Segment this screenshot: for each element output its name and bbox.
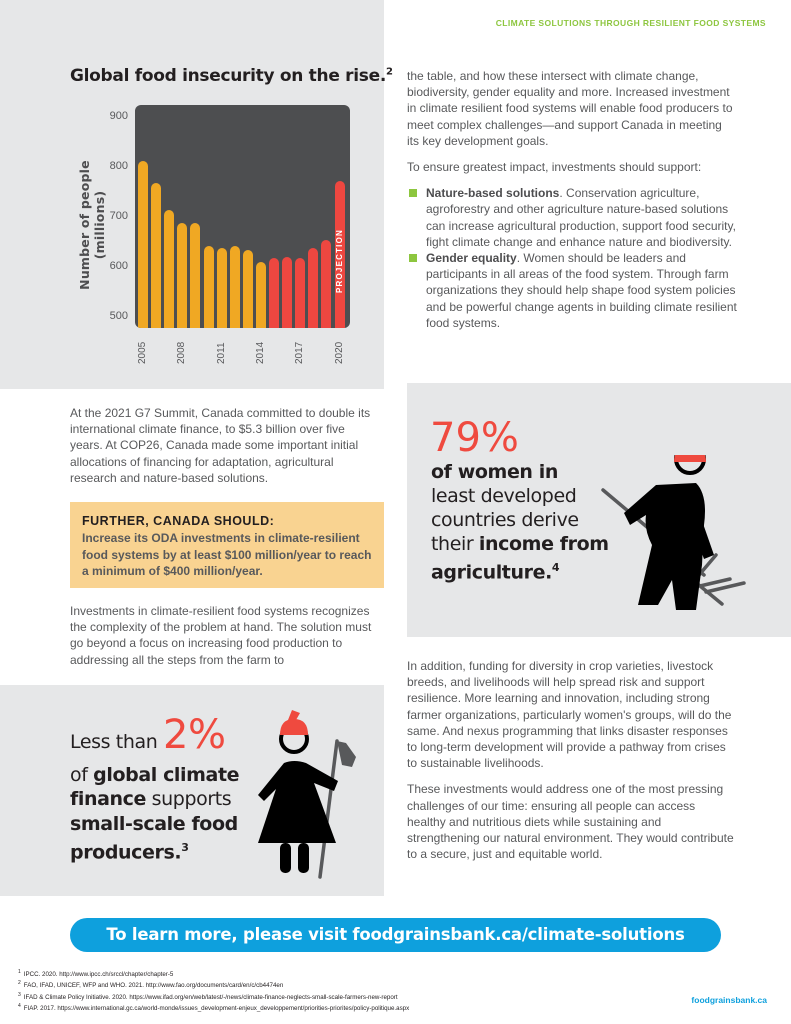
finance-stat-prefix: Less than [70,731,163,753]
finance-stat-value: 2% [163,712,226,758]
chart-bar-2017 [295,258,305,328]
right-paragraph-2: To ensure greatest impact, investments should support: [407,160,702,175]
chart-plot-area [135,105,350,328]
chart-bar-2009 [190,223,200,329]
footnote-number: 3 [18,991,21,998]
callout-body: Increase its ODA investments in climate-resilient food systems by at least $100 million/year to reach a minimum of $400 million/year. [82,531,372,578]
footnote-text: IPCC. 2020. http://www.ipcc.ch/srccl/chapter/chapter-5 [23,971,174,979]
y-tick-label: 900 [109,110,128,122]
header-tag: CLIMATE SOLUTIONS THROUGH RESILIENT FOOD SYSTEMS [495,18,766,28]
footnote-number: 2 [18,980,21,987]
x-tick-label: 2014 [254,341,266,364]
finance-stat-text [70,712,240,865]
right-paragraph-3: In addition, funding for diversity in crop varieties, livestock breeds, and livelihoods will help spread risk and support resilience. More learning and innovation, including strong farmer organizations, particularly women's groups, will do the same. And nexus programming that links disaster responses to long-term development will provide a pathway from crises to sustainable livelihoods. [407,659,732,771]
women-stat-line [431,532,609,556]
chart-bar-2008 [177,223,187,329]
chart-bar-2013 [243,250,253,329]
footer-site-link[interactable]: foodgrainsbank.ca [691,995,767,1005]
chart-bar-2016 [282,257,292,329]
chart-bar-2005 [138,161,148,329]
women-stat-footnote: 4 [551,561,560,574]
chart-bar-2007 [164,210,174,329]
y-tick-label: 800 [109,160,128,172]
women-stat-text [431,460,609,584]
women-stat-line: of women in [431,461,559,483]
bullet-square-icon [409,189,417,197]
x-tick-label: 2017 [294,341,306,364]
left-paragraph-1: At the 2021 G7 Summit, Canada committed to double its international climate finance, to $5.3 billion over five years. At COP26, Canada made some important initial allocations of financing for adaptation, agricultural research and nature-based solutions. [70,406,371,485]
footnote-text: FAO, IFAD, UNICEF, WFP and WHO. 2021. http://www.fao.org/documents/card/en/c/cb4474en [23,982,284,990]
footnote-text: FIAP. 2017. https://www.international.gc.ca/world-monde/issues_development-enjeux_developpement/priorities-priorites/policy-politique.aspx [23,1005,410,1013]
women-stat-text-part: their [431,533,479,555]
footnotes [18,968,409,1013]
women-stat-text-part: agriculture. [431,561,552,584]
footnote-item [18,968,409,979]
woman-farmer-pitchfork-icon [596,455,756,625]
learn-more-banner[interactable]: To learn more, please visit foodgrainsbank.ca/climate-solutions [70,918,721,952]
chart-bar-2015 [269,258,279,328]
bullet-gender-equality [407,250,737,331]
x-tick-label: 2011 [215,342,227,364]
chart-bar-2011 [217,248,227,329]
bullet-square-icon [409,254,417,262]
finance-stat-line: small-scale food [70,812,238,835]
left-paragraph-2: Investments in climate-resilient food systems recognizes the complexity of the problem at hand. The solution must go beyond a focus on increasing food production to addressing all the steps from the farm to [70,604,372,667]
footnote-item [18,991,409,1002]
footnote-item [18,979,409,990]
women-stat-line: least developed [431,485,577,507]
projection-label: PROJECTION [335,228,344,293]
right-column-bottom [407,658,737,872]
finance-stat-line [70,763,239,788]
y-tick-label: 700 [109,210,128,222]
chart-title-text: Global food insecurity on the rise. [70,66,386,86]
chart-bar-2014 [256,262,266,329]
chart-title-footnote: 2 [385,66,393,78]
chart-bar-2012 [230,246,240,328]
callout-title: FURTHER, CANADA SHOULD: [82,514,275,528]
women-stat-line: countries derive [431,509,579,531]
women-stat-value: 79% [430,415,519,461]
footnote-number: 1 [18,969,21,975]
support-bullets [407,185,737,331]
y-tick-label: 500 [109,310,128,322]
bullet-nature-based [407,185,737,250]
chart-bar-2019 [321,240,331,329]
right-paragraph-1: the table, and how these intersect with climate change, biodiversity, gender equality and more. Increased investment in climate resilient food systems will enable food producers to meet complex challenges—and support Canada in meeting its key development goals. [407,69,733,148]
finance-stat-text-part: supports [146,788,232,810]
chart-title [70,66,393,86]
woman-farmer-hoe-icon [254,705,366,880]
chart-bar-2018 [308,248,318,328]
chart-y-axis-label: Number of people (millions) [77,160,107,290]
chart-bar-2010 [204,246,214,328]
women-stat-line [431,556,609,584]
y-tick-label: 600 [109,260,128,272]
chart-bar-2006 [151,183,161,328]
finance-stat-text-part: of [70,763,94,786]
right-paragraph-4: These investments would address one of the most pressing challenges of our time: ensuring all people can access healthy and nutritious diets while sustaining and strengthening our natural environment. They would contribute to a secure, just and equitable world. [407,782,734,862]
finance-stat-text-part: finance [70,788,147,810]
x-tick-label: 2008 [176,341,188,364]
recommendation-callout [70,502,384,588]
finance-stat-text-part: producers. [70,841,182,864]
right-column-top [407,68,737,331]
bullet-title: Gender equality [426,251,517,266]
bullet-text: . Conservation agriculture, agroforestry and other agriculture nature-based solutions can increase agricultural production, support food security, fight climate change and enhance nature and biodiversity. [426,186,736,249]
footnote-number: 4 [18,1003,21,1010]
x-tick-label: 2020 [333,341,345,364]
bullet-text: . Women should be leaders and participants in all areas of the food system. Through farm organizations they should help shape food system policies and be powerful change agents in building climate resilient food systems. [426,251,737,330]
bullet-title: Nature-based solutions [426,186,560,201]
x-tick-label: 2005 [137,341,148,364]
finance-stat-footnote: 3 [181,841,189,854]
footnote-item [18,1002,409,1013]
finance-stat-line [70,836,239,865]
women-stat-text-part: income from [478,533,609,555]
footnote-text: IFAD & Climate Policy Initiative. 2020. https://www.ifad.org/en/web/latest/-/news/climate-finance-neglects-small-scale-farmers-new-report [23,993,398,1001]
finance-stat-text-part: global climate [93,763,240,786]
finance-stat-line [70,787,239,812]
finance-stat-line [70,712,239,758]
